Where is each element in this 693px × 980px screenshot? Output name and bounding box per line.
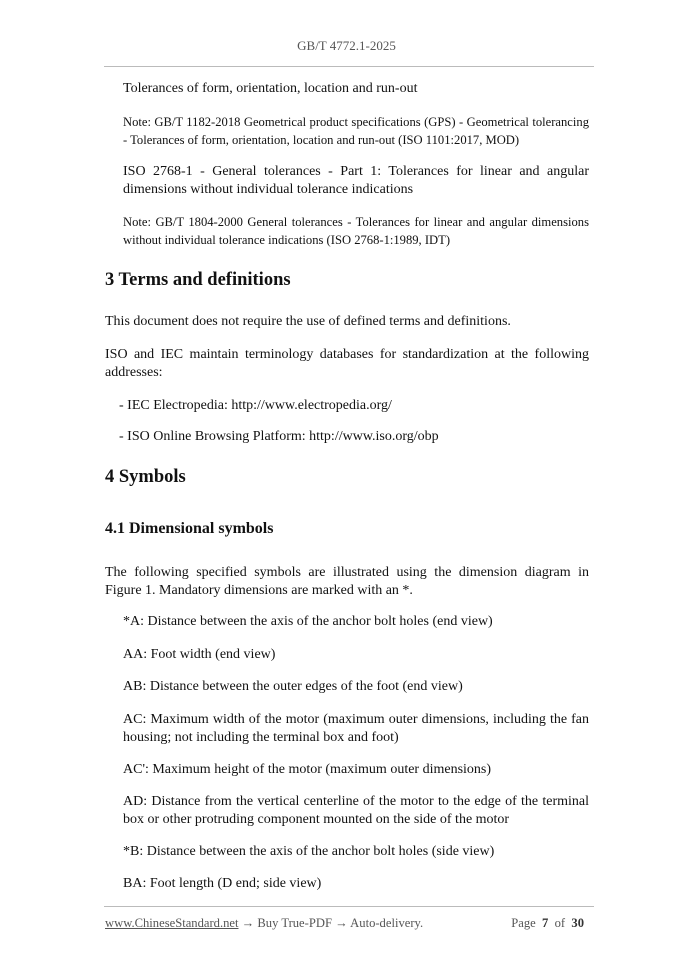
current-page: 7: [542, 916, 549, 930]
header-rule: [104, 66, 594, 67]
paragraph: This document does not require the use of defined terms and definitions.: [105, 314, 511, 329]
subsection-heading: 4.1 Dimensional symbols: [105, 520, 274, 537]
header-title: GB/T 4772.1-2025: [297, 38, 396, 53]
list-item: AD: Distance from the vertical centerline of the motor to the edge of the terminal box or other protruding component mounted on the side of the motor: [123, 794, 589, 827]
footer-buy: Buy True-PDF: [257, 916, 332, 930]
footer-delivery: Auto-delivery.: [350, 916, 424, 930]
list-item: AB: Distance between the outer edges of the foot (end view): [123, 679, 463, 694]
list-item: AC: Maximum width of the motor (maximum outer dimensions, including the fan housing; not including the terminal box and foot): [123, 712, 589, 745]
list-item: AC': Maximum height of the motor (maximum outer dimensions): [123, 762, 492, 777]
page-number: [511, 916, 584, 931]
footer-rule: [104, 906, 594, 907]
paragraph: Tolerances of form, orientation, location and run-out: [123, 81, 418, 96]
paragraph: The following specified symbols are illustrated using the dimension diagram in Figure 1. Mandatory dimensions are marked with an *.: [105, 565, 589, 598]
footer-promo: [105, 916, 423, 931]
page-label: Page: [511, 916, 536, 930]
note: Note: GB/T 1182-2018 Geometrical product specifications (GPS) - Geometrical tolerancing - Tolerances of form, orientation, location and run-out (ISO 1101:2017, MOD): [123, 115, 589, 147]
list-item: AA: Foot width (end view): [123, 647, 276, 662]
arrow-icon: →: [335, 916, 348, 930]
list-item: *B: Distance between the axis of the anchor bolt holes (side view): [123, 844, 495, 859]
note: Note: GB/T 1804-2000 General tolerances - Tolerances for linear and angular dimensions without individual tolerance indications (ISO 2768-1:1989, IDT): [123, 215, 589, 247]
link-iso-obp: - ISO Online Browsing Platform: http://www.iso.org/obp: [119, 429, 439, 444]
list-item: BA: Foot length (D end; side view): [123, 876, 322, 891]
total-pages: 30: [571, 916, 584, 930]
link-electropedia: - IEC Electropedia: http://www.electropedia.org/: [119, 398, 392, 413]
list-item: *A: Distance between the axis of the anchor bolt holes (end view): [123, 614, 493, 629]
paragraph: ISO 2768-1 - General tolerances - Part 1: Tolerances for linear and angular dimensions without individual tolerance indications: [123, 164, 589, 197]
arrow-icon: →: [241, 916, 255, 930]
site-link[interactable]: www.ChineseStandard.net: [105, 916, 239, 930]
section-heading: 3 Terms and definitions: [105, 270, 291, 290]
of-label: of: [554, 916, 566, 930]
section-heading: 4 Symbols: [105, 467, 186, 487]
paragraph: ISO and IEC maintain terminology databases for standardization at the following addresses:: [105, 347, 589, 380]
